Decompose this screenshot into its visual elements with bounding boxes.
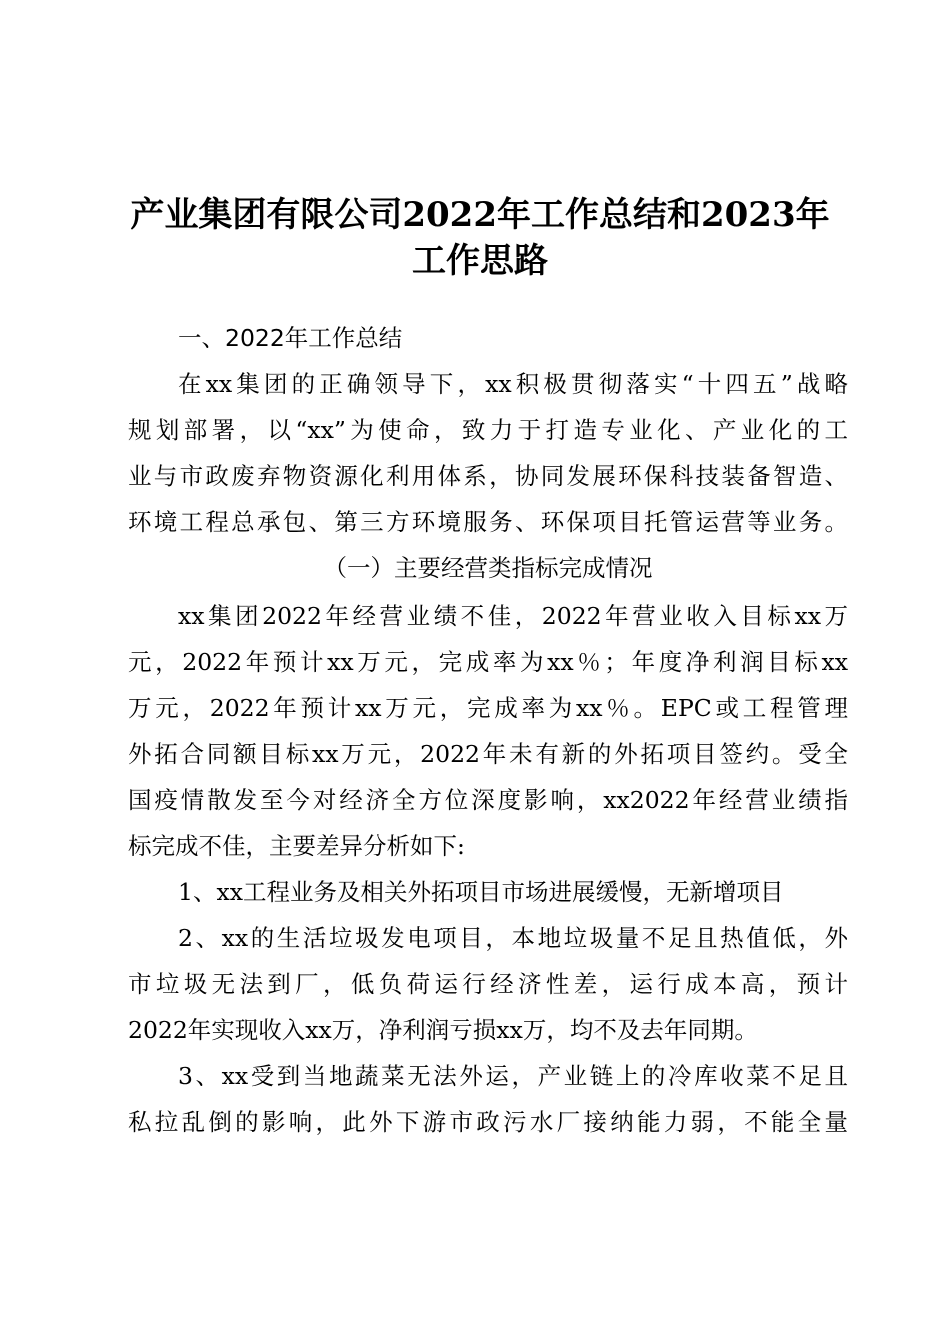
- item-2-line-3: 2022年实现收入xx万，净利润亏损xx万，均不及去年同期。: [128, 1016, 758, 1044]
- paragraph-1-line-2: 规划部署，以“xx”为使命，致力于打造专业化、产业化的工: [128, 416, 848, 444]
- item-2-line-1: 2、xx的生活垃圾发电项目，本地垃圾量不足且热值低，外: [178, 924, 848, 952]
- paragraph-2-line-1: xx集团2022年经营业绩不佳，2022年营业收入目标xx万: [178, 602, 848, 630]
- paragraph-1-line-4: 环境工程总承包、第三方环境服务、环保项目托管运营等业务。: [128, 508, 848, 536]
- paragraph-1-line-3: 业与市政废弃物资源化利用体系，协同发展环保科技装备智造、: [128, 462, 848, 490]
- title-line-1: 产业集团有限公司2022年工作总结和2023年: [130, 195, 830, 235]
- paragraph-1-line-1: 在xx集团的正确领导下，xx积极贯彻落实“十四五”战略: [178, 370, 848, 398]
- paragraph-2-line-6: 标完成不佳，主要差异分析如下:: [128, 832, 465, 860]
- paragraph-2-line-5: 国疫情散发至今对经济全方位深度影响，xx2022年经营业绩指: [128, 786, 848, 814]
- item-3-line-2: 私拉乱倒的影响，此外下游市政污水厂接纳能力弱，不能全量: [128, 1108, 848, 1136]
- paragraph-2-line-3: 万元，2022年预计xx万元，完成率为xx％。EPC或工程管理: [128, 694, 848, 722]
- item-1: 1、xx工程业务及相关外拓项目市场进展缓慢，无新增项目: [178, 878, 784, 906]
- title-line-2: 工作思路: [412, 241, 548, 281]
- item-3-line-1: 3、xx受到当地蔬菜无法外运，产业链上的冷库收菜不足且: [178, 1062, 848, 1090]
- paragraph-2-line-2: 元，2022年预计xx万元，完成率为xx％；年度净利润目标xx: [128, 648, 848, 676]
- subsection-heading: （一）主要经营类指标完成情况: [323, 554, 653, 582]
- item-2-line-2: 市垃圾无法到厂，低负荷运行经济性差，运行成本高，预计: [128, 970, 848, 998]
- section-heading: 一、2022年工作总结: [178, 324, 403, 352]
- paragraph-2-line-4: 外拓合同额目标xx万元，2022年未有新的外拓项目签约。受全: [128, 740, 848, 768]
- document-title: [120, 192, 840, 284]
